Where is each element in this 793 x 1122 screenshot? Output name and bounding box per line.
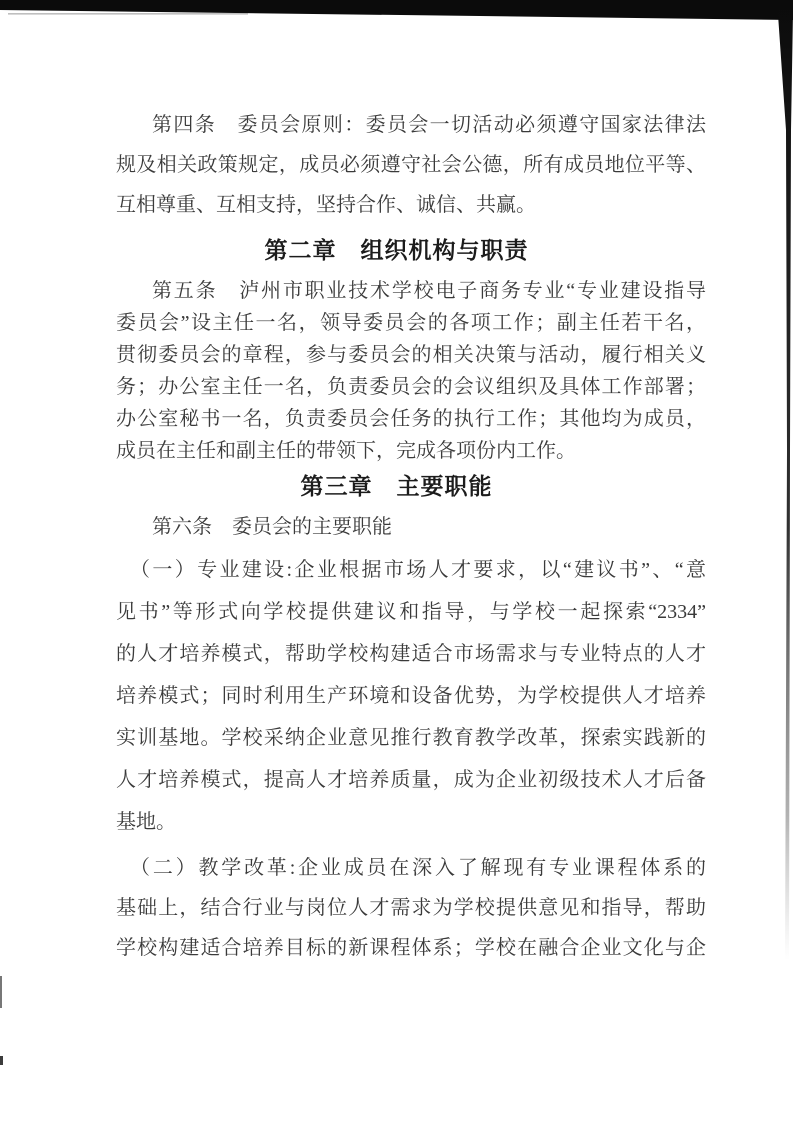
scan-artifact-left-sliver [0,976,2,1008]
text-line: （一）专业建设:企业根据市场人才要求，以“建议书”、“意 [130,559,706,581]
text-line: 学校构建适合培养目标的新课程体系；学校在融合企业文化与企 [116,937,706,959]
scan-artifact-top-shadow-line [8,13,248,15]
text-line: 基础上，结合行业与岗位人才需求为学校提供意见和指导，帮助 [116,897,706,919]
article-6-lead-line [116,507,706,547]
function-item-1-paragraph [116,549,706,843]
text-line: 第六条 委员会的主要职能 [152,516,392,538]
scan-artifact-top-band [0,0,793,20]
text-line: 委员会”设主任一名，领导委员会的各项工作；副主任若干名， [116,312,706,334]
text-line: 第四条 委员会原则：委员会一切活动必须遵守国家法律法 [152,114,706,136]
text-line: 人才培养模式，提高人才培养质量，成为企业初级技术人才后备 [116,769,706,791]
text-line: 第五条 泸州市职业技术学校电子商务专业“专业建设指导 [152,280,706,302]
text-line: 贯彻委员会的章程，参与委员会的相关决策与活动，履行相关义 [116,344,706,366]
article-5-paragraph [116,275,706,467]
text-line: 成员在主任和副主任的带领下，完成各项份内工作。 [116,440,576,462]
text-line: 的人才培养模式，帮助学校构建适合市场需求与专业特点的人才 [116,643,706,665]
text-line: 实训基地。学校采纳企业意见推行教育教学改革，探索实践新的 [116,727,706,749]
text-line: 培养模式；同时利用生产环境和设备优势，为学校提供人才培养 [116,685,706,707]
text-line: （二）教学改革:企业成员在深入了解现有专业课程体系的 [130,857,706,879]
article-4-paragraph [116,105,706,225]
text-line: 见书”等形式向学校提供建议和指导，与学校一起探索“2334” [116,601,706,623]
text-line: 务；办公室主任一名，负责委员会的会议组织及具体工作部署； [116,376,706,398]
function-item-2-paragraph [116,848,706,968]
scan-artifact-left-speck [0,1056,3,1065]
text-line: 办公室秘书一名，负责委员会任务的执行工作；其他均为成员， [116,408,706,430]
text-line: 规及相关政策规定，成员必须遵守社会公德，所有成员地位平等、 [116,154,706,176]
text-line: 互相尊重、互相支持，坚持合作、诚信、共赢。 [116,194,536,216]
text-line: 基地。 [116,811,176,833]
chapter-2-heading: 第二章 组织机构与职责 [264,237,529,263]
chapter-3-heading: 第三章 主要职能 [300,473,493,499]
